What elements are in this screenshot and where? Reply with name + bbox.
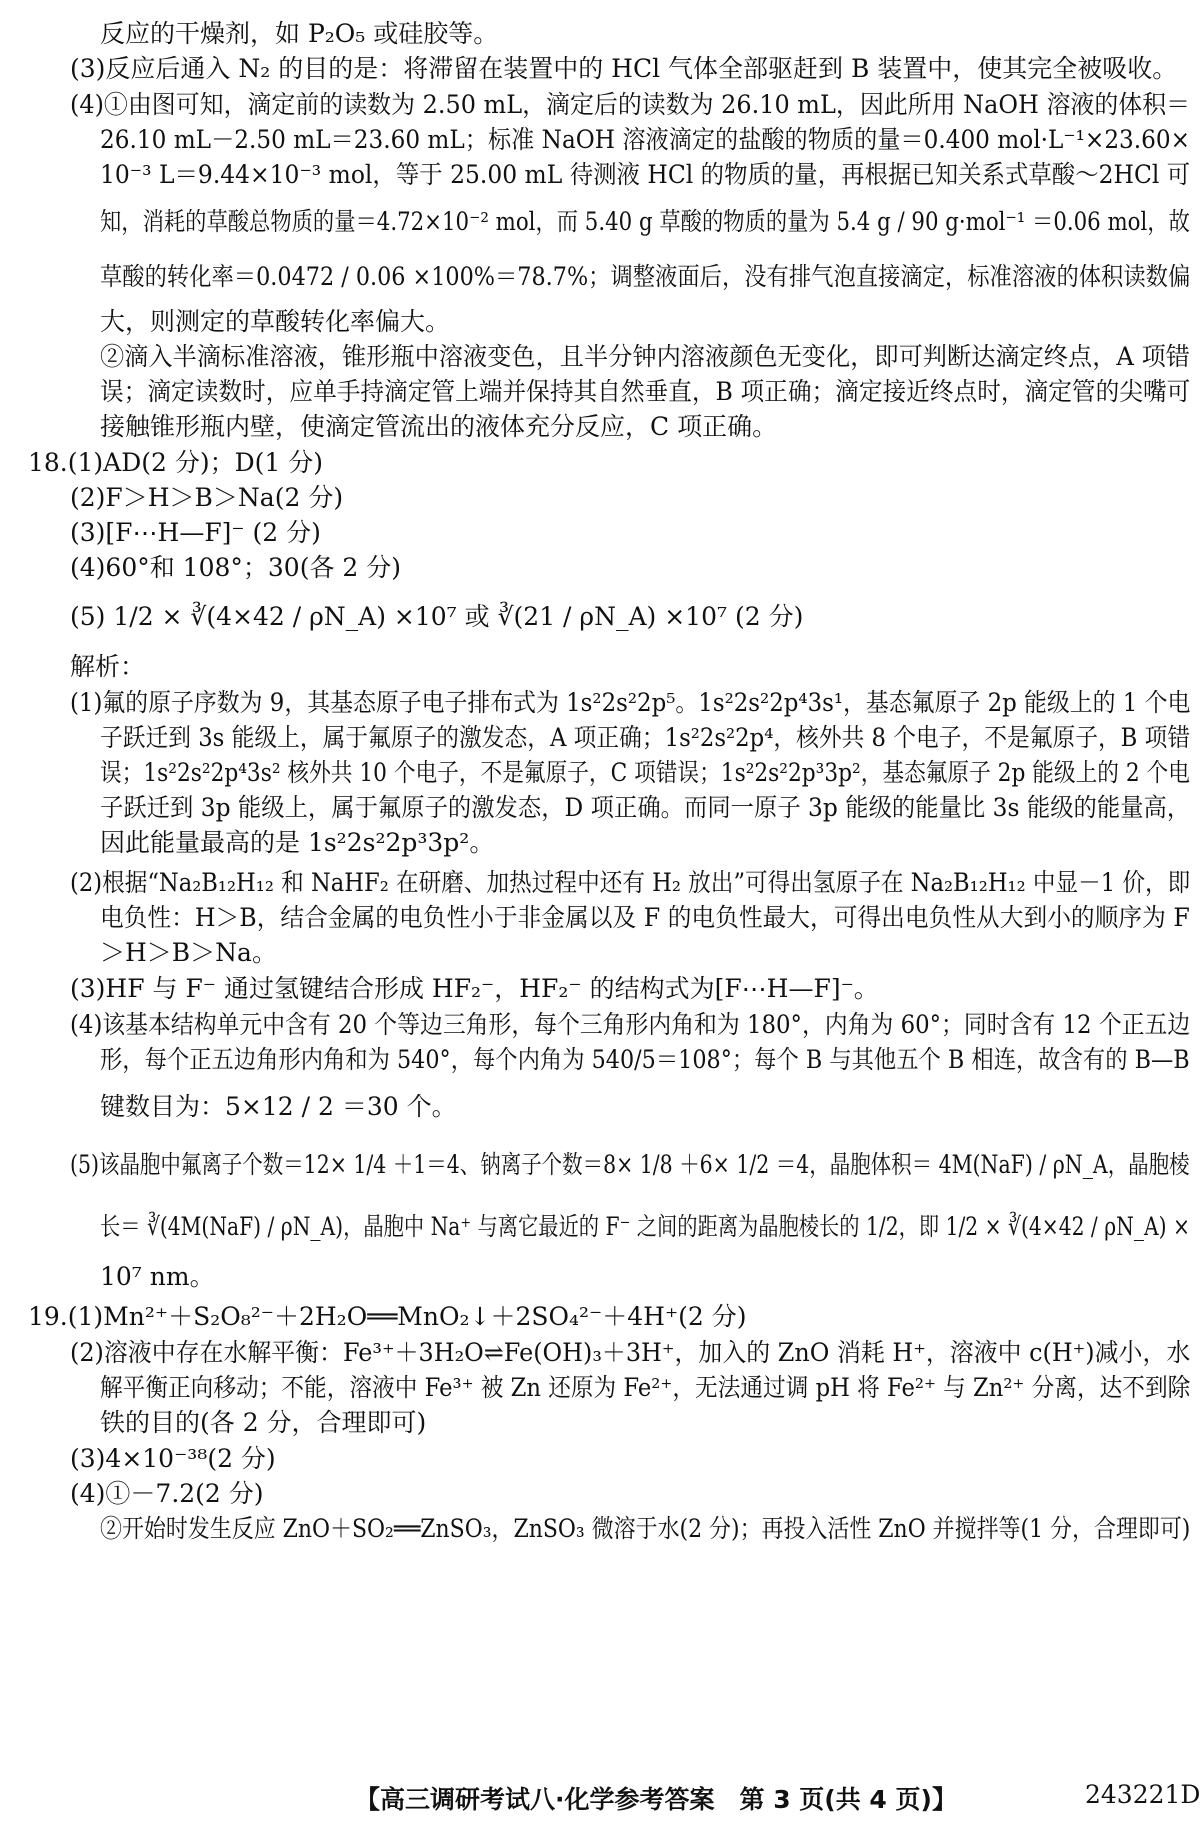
text-line: 26.10 mL－2.50 mL＝23.60 mL；标准 NaOH 溶液滴定的盐酸的物质的量＝0.400 mol·L⁻¹×23.60× [100, 125, 1191, 154]
text-line: (3)反应后通入 N₂ 的目的是：将滞留在装置中的 HCl 气体全部驱赶到 B 装置中，使其完全被吸收。 [70, 54, 1178, 83]
text-line: 铁的目的(各 2 分，合理即可) [100, 1408, 427, 1437]
text-line: 10⁷ nm。 [100, 1262, 215, 1291]
text-line: 解平衡正向移动；不能，溶液中 Fe³⁺ 被 Zn 还原为 Fe²⁺，无法通过调 pH 将 Fe²⁺ 与 Zn²⁺ 分离，达不到除 [100, 1373, 1191, 1402]
text-line: 知，消耗的草酸总物质的量＝4.72×10⁻² mol，而 5.40 g 草酸的物质的量为 5.4 g / 90 g·mol⁻¹ ＝0.06 mol，故 [100, 207, 1190, 236]
text-line: 草酸的转化率＝0.0472 / 0.06 ×100%＝78.7%；调整液面后，没有排气泡直接滴定，标准溶液的体积读数偏 [100, 262, 1191, 291]
text-line: 键数目为：5×12 / 2 ＝30 个。 [100, 1092, 457, 1121]
text-line: 长＝ ∛(4M(NaF) / ρN_A)，晶胞中 Na⁺ 与离它最近的 F⁻ 之间的距离为晶胞棱长的 1/2，即 1/2 × ∛(4×42 / ρN_A) × [100, 1212, 1190, 1241]
text-line: (4)该基本结构单元中含有 20 个等边三角形，每个三角形内角和为 180°，内角为 60°；同时含有 12 个正五边 [70, 1010, 1191, 1039]
text-line: 大，则测定的草酸转化率偏大。 [100, 307, 451, 336]
text-line: 误；滴定读数时，应单手持滴定管上端并保持其自然垂直，B 项正确；滴定接近终点时，滴定管的尖嘴可 [100, 377, 1191, 406]
text-line: 因此能量最高的是 1s²2s²2p³3p²。 [100, 828, 495, 857]
text-line: (1)氟的原子序数为 9，其基态原子电子排布式为 1s²2s²2p⁵。1s²2s²2p⁴3s¹，基态氟原子 2p 能级上的 1 个电 [70, 688, 1191, 717]
text-line: (2)溶液中存在水解平衡：Fe³⁺＋3H₂O⇌Fe(OH)₃＋3H⁺，加入的 ZnO 消耗 H⁺，溶液中 c(H⁺)减小，水 [70, 1338, 1191, 1367]
text-line: (5)该晶胞中氟离子个数＝12× 1/4 ＋1＝4、钠离子个数＝8× 1/8 ＋6× 1/2 ＝4，晶胞体积＝ 4M(NaF) / ρN_A，晶胞棱 [70, 1150, 1190, 1179]
question-19-answer: 19.(1)Mn²⁺＋S₂O₈²⁻＋2H₂O══MnO₂↓＋2SO₄²⁻＋4H⁺(2 分) [28, 1302, 747, 1331]
text-line: (4)60°和 108°；30(各 2 分) [70, 553, 402, 582]
text-line: (4)①－7.2(2 分) [70, 1479, 264, 1508]
text-line: (5) 1/2 × ∛(4×42 / ρN_A) ×10⁷ 或 ∛(21 / ρN_A) ×10⁷ (2 分) [70, 602, 804, 631]
text-line: ＞H＞B＞Na。 [100, 938, 277, 967]
text-line: (2)根据“Na₂B₁₂H₁₂ 和 NaHF₂ 在研磨、加热过程中还有 H₂ 放出”可得出氢原子在 Na₂B₁₂H₁₂ 中显－1 价，即 [70, 868, 1191, 897]
text-line: 反应的干燥剂，如 P₂O₅ 或硅胶等。 [100, 19, 499, 48]
footer-title: 【高三调研考试八·化学参考答案 第 3 页(共 4 页)】 [355, 1785, 957, 1814]
text-line: 误；1s²2s²2p⁴3s² 核外共 10 个电子，不是氟原子，C 项错误；1s²2s²2p³3p²，基态氟原子 2p 能级上的 2 个电 [100, 758, 1190, 787]
text-line: 形，每个正五边角形内角和为 540°，每个内角为 540/5＝108°；每个 B 与其他五个 B 相连，故含有的 B—B [100, 1045, 1190, 1074]
text-line: 电负性：H＞B，结合金属的电负性小于非金属以及 F 的电负性最大，可得出电负性从大到小的顺序为 F [100, 903, 1190, 932]
text-line: (2)F＞H＞B＞Na(2 分) [70, 483, 344, 512]
text-line: ②滴入半滴标准溶液，锥形瓶中溶液变色，且半分钟内溶液颜色无变化，即可判断达滴定终点，A 项错 [100, 342, 1190, 371]
text-line: (3)[F⋯H—F]⁻ (2 分) [70, 518, 321, 547]
text-line: 10⁻³ L＝9.44×10⁻³ mol，等于 25.00 mL 待测液 HCl 的物质的量，再根据已知关系式草酸～2HCl 可 [100, 160, 1191, 189]
text-line: (3)4×10⁻³⁸(2 分) [70, 1444, 276, 1473]
text-line: (4)①由图可知，滴定前的读数为 2.50 mL，滴定后的读数为 26.10 mL，因此所用 NaOH 溶液的体积＝ [70, 90, 1191, 119]
text-line: 子跃迁到 3p 能级上，属于氟原子的激发态，D 项正确。而同一原子 3p 能级的能量比 3s 能级的能量高， [100, 793, 1191, 822]
text-line: (3)HF 与 F⁻ 通过氢键结合形成 HF₂⁻，HF₂⁻ 的结构式为[F⋯H—F]⁻。 [70, 974, 879, 1003]
text-line: 接触锥形瓶内壁，使滴定管流出的液体充分反应，C 项正确。 [100, 412, 778, 441]
analysis-heading: 解析： [70, 652, 146, 681]
text-line: 子跃迁到 3s 能级上，属于氟原子的激发态，A 项正确；1s²2s²2p⁴，核外共 8 个电子，不是氟原子，B 项错 [100, 723, 1191, 752]
question-18-answer: 18.(1)AD(2 分)；D(1 分) [28, 448, 324, 477]
footer-code: 243221D [1085, 1780, 1200, 1809]
text-line: ②开始时发生反应 ZnO＋SO₂══ZnSO₃，ZnSO₃ 微溶于水(2 分)；再投入活性 ZnO 并搅拌等(1 分，合理即可) [100, 1514, 1191, 1543]
